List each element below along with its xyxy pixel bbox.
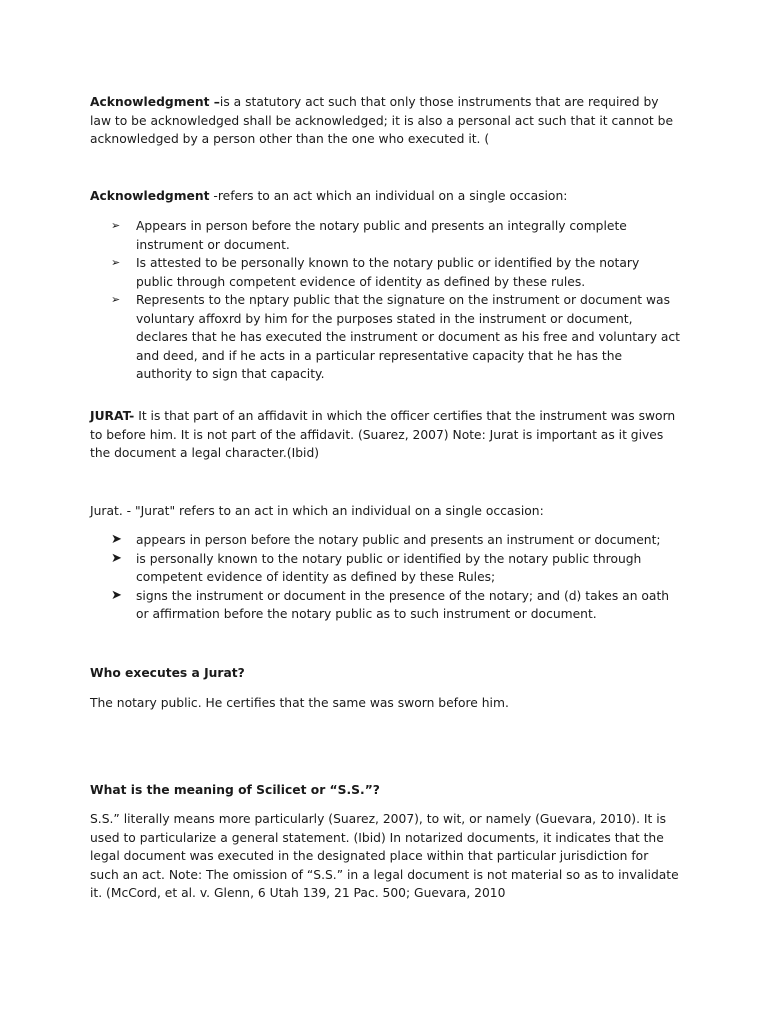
jurat-requirements-list: [90, 531, 680, 624]
list-item-text: Appears in person before the notary public and presents an integrally complete instrument or document.: [136, 219, 627, 252]
acknowledgment-act-intro-text: -refers to an act which an individual on a single occasion:: [209, 189, 568, 203]
scilicet-heading: What is the meaning of Scilicet or “S.S.”?: [90, 783, 380, 797]
list-item-text: appears in person before the notary public and presents an instrument or document;: [136, 533, 661, 547]
arrow-bullet-icon: ➢: [111, 256, 121, 269]
who-executes-jurat-answer: The notary public. He certifies that the same was sworn before him.: [90, 696, 509, 710]
list-item: [90, 217, 680, 254]
acknowledgment-act-intro: [90, 187, 680, 206]
acknowledgment-definition-paragraph: [90, 93, 680, 149]
acknowledgment-definition-text: is a statutory act such that only those instruments that are required by law to be acknowledged shall be acknowledged; it is also a personal act such that it cannot be acknowledged by a person other than the one who executed it. (: [90, 95, 674, 146]
jurat-definition-paragraph: [90, 407, 680, 463]
arrowhead-bullet-icon: ➤: [111, 550, 122, 566]
acknowledgment-term: Acknowledgment –: [90, 95, 220, 109]
arrowhead-bullet-icon: ➤: [111, 532, 122, 547]
list-item-text: Represents to the nptary public that the signature on the instrument or document was voluntary affoxrd by him for the purposes stated in the instrument or document, declares that he has executed the instrument or document as his free and voluntary act and deed, and if he acts in a particular representative capacity that he has the authority to sign that capacity.: [136, 293, 680, 381]
list-item: [90, 254, 680, 291]
list-item: [90, 550, 680, 587]
list-item-text: Is attested to be personally known to the notary public or identified by the notary public through competent evidence of identity as defined by these rules.: [136, 256, 640, 289]
list-item-text: is personally known to the notary public or identified by the notary public through competent evidence of identity as defined by these Rules;: [136, 551, 642, 584]
arrow-bullet-icon: ➢: [111, 293, 121, 306]
who-executes-jurat-heading: Who executes a Jurat?: [90, 666, 245, 680]
list-item: [90, 531, 680, 550]
acknowledgment-requirements-list: [90, 217, 680, 384]
list-item-text: signs the instrument or document in the presence of the notary; and (d) takes an oath or affirmation before the notary public as to such instrument or document.: [136, 588, 670, 621]
jurat-term: JURAT-: [90, 409, 135, 423]
acknowledgment-act-term: Acknowledgment: [90, 189, 210, 203]
jurat-act-intro: Jurat. - "Jurat" refers to an act in which an individual on a single occasion:: [90, 504, 544, 518]
jurat-definition-text: It is that part of an affidavit in which the officer certifies that the instrument was sworn to before him. It is not part of the affidavit. (Suarez, 2007) Note: Jurat is important as it gives the document a legal character.(Ibid): [90, 409, 676, 460]
scilicet-answer-paragraph: S.S.” literally means more particularly (Suarez, 2007), to wit, or namely (Guevara, 2010). It is used to particularize a general statement. (Ibid) In notarized documents, it indicates that the legal document was executed in the designated place within that particular jurisdiction for such an act. Note: The omission of “S.S.” in a legal document is not material so as to invalidate it. (McCord, et al. v. Glenn, 6 Utah 139, 21 Pac. 500; Guevara, 2010: [90, 812, 679, 900]
list-item: [90, 291, 680, 384]
arrowhead-bullet-icon: ➤: [111, 587, 122, 603]
list-item: [90, 587, 680, 624]
arrow-bullet-icon: ➢: [111, 219, 121, 232]
